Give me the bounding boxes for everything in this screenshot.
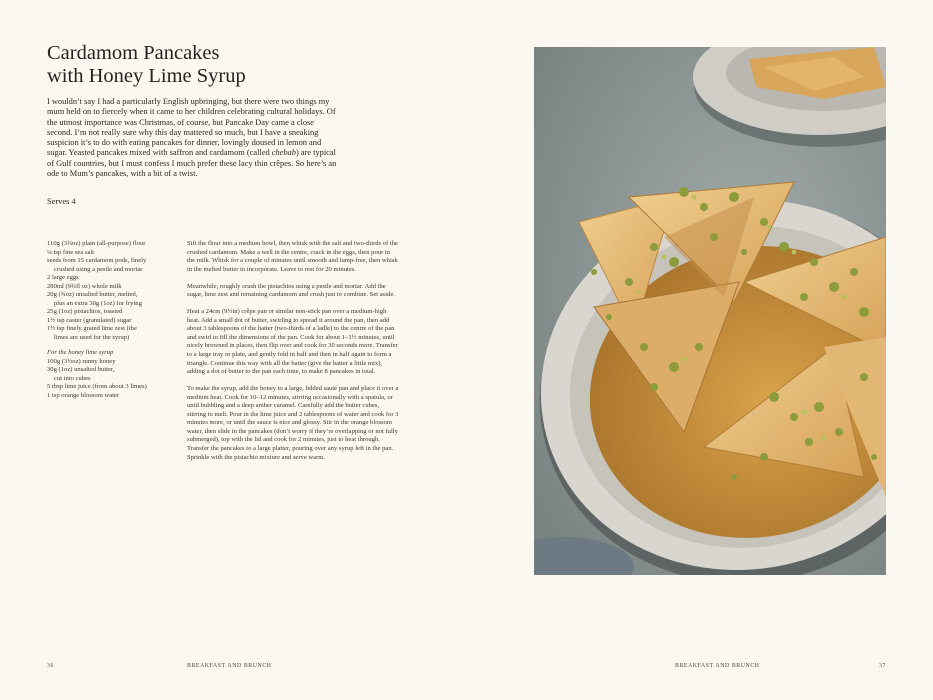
ingredient-line: limes are used for the syrup) xyxy=(54,333,130,341)
ingredient-line: 1½ tsp caster (granulated) sugar xyxy=(47,316,132,324)
intro-text-part-1: I wouldn’t say I had a particularly English upbringing, but there were two things my mum held on to fiercely when it came to her children celebrating cultural holidays. Of the utmost importance was Christmas, of course, but Pancake Day came a close second. I’m not really sure why this day mattered so much, but I have a sneaking suspicion it’s to do with eating pancakes for dinner, lovingly doused in lemon and sugar. Yeasted pancakes mixed with saffron and cardamom (called xyxy=(47,97,336,158)
ingredient-line: 25g (1oz) pistachios, toasted xyxy=(47,308,123,315)
ingredient-line: ¼ tsp fine sea salt xyxy=(47,248,95,256)
recipe-title-line-2: with Honey Lime Syrup xyxy=(47,64,246,87)
ingredient-line: plus an extra 30g (1oz) for frying xyxy=(54,299,142,307)
recipe-intro xyxy=(47,97,339,179)
method-step: Sift the flour into a medium bowl, then whisk with the salt and two-thirds of the crushed cardamom. Make a well in the centre, crack in the eggs, then pour in the milk. Whisk for a couple of minutes until smooth and lump-free, then whisk in the melted butter to incorporate. Leave to rest for 20 minutes. xyxy=(187,240,398,273)
recipe-title-line-1: Cardamom Pancakes xyxy=(47,42,220,64)
ingredient-line: 110g (3¾oz) plain (all-purpose) flour xyxy=(47,240,146,247)
intro-italic-term: chebab xyxy=(271,148,296,158)
left-page xyxy=(0,0,466,700)
ingredient-line: 2 large eggs xyxy=(47,274,79,281)
syrup-ingredient-line: 30g (1oz) unsalted butter, xyxy=(47,366,115,373)
method-step: Meanwhile, roughly crush the pistachios using a pestle and mortar. Add the sugar, lime zest and remaining cardamom and crush just to combine. Set aside. xyxy=(187,282,395,299)
method-steps xyxy=(187,240,399,471)
left-page-number: 36 xyxy=(47,663,54,669)
ingredient-line: seeds from 15 cardamom pods, finely xyxy=(47,257,147,264)
syrup-ingredient-line: cut into cubes xyxy=(54,374,91,382)
intro-text-part-2: ) are typical of Gulf countries, but I must confess I much prefer these lacy thin crêpes. So here’s an ode to Mum’s pancakes, with a bit of a twist. xyxy=(47,148,337,178)
food-photo xyxy=(534,47,886,575)
left-section-label: BREAKFAST AND BRUNCH xyxy=(187,663,272,669)
right-page-number: 37 xyxy=(879,663,886,669)
method-step: Heat a 24cm (9½in) crêpe pan or similar non-stick pan over a medium-high heat. Add a small dot of butter, swirling to spread it around the pan, then add about 3 tablespoons of the batter (two-thirds of a ladle) to the centre of the pan and swirl to fill the dimensions of the pan. Cook for about 1–1½ minutes, until nicely browned in places, then flip over and cook for 30 seconds more. Transfer to a large tray or plate, and gently fold in half and then in half again to form a triangle. Continue this way with all the batter (give the batter a little mix), adding a dot of butter to the pan each time, to make 8 pancakes in total. xyxy=(187,308,398,376)
syrup-ingredient-line: 1 tsp orange blossom water xyxy=(47,391,120,399)
syrup-subheading: For the honey lime syrup xyxy=(47,349,114,356)
ingredients-list xyxy=(47,240,179,400)
ingredient-line: 20g (¾oz) unsalted butter, melted, xyxy=(47,291,138,298)
recipe-title xyxy=(47,42,407,87)
syrup-ingredient-line: 5 tbsp lime juice (from about 3 limes) xyxy=(47,383,147,390)
method-step: To make the syrup, add the honey to a large, lidded sauté pan and place it over a medium heat. Cook for 10–12 minutes, stirring occasionally with a spatula, or until bubbling and a deep amber caramel. Carefully add the butter cubes, stirring to melt. Pour in the lime juice and 2 tablespoons of water and cook for 3 minutes more, or until the sauce is nice and glossy. Stir in the orange blossom water, then slide in the pancakes (don’t worry if they’re overlapping or not fully submerged), top with the lid and cook for 2 minutes, just to heat through. Transfer the pancakes to a large platter, pouring over any syrup left in the pan. Sprinkle with the pistachio mixture and serve warm. xyxy=(187,385,399,461)
ingredient-line: 280ml (9¾fl oz) whole milk xyxy=(47,282,122,290)
right-section-label: BREAKFAST AND BRUNCH xyxy=(675,663,760,669)
ingredient-line: crushed using a pestle and mortar xyxy=(54,265,143,273)
pancake-platter-illustration xyxy=(534,47,886,575)
ingredient-line: 1½ tsp finely grated lime zest (the xyxy=(47,325,137,332)
serves-label: Serves 4 xyxy=(47,197,76,206)
syrup-ingredient-line: 100g (3½oz) runny honey xyxy=(47,357,116,365)
